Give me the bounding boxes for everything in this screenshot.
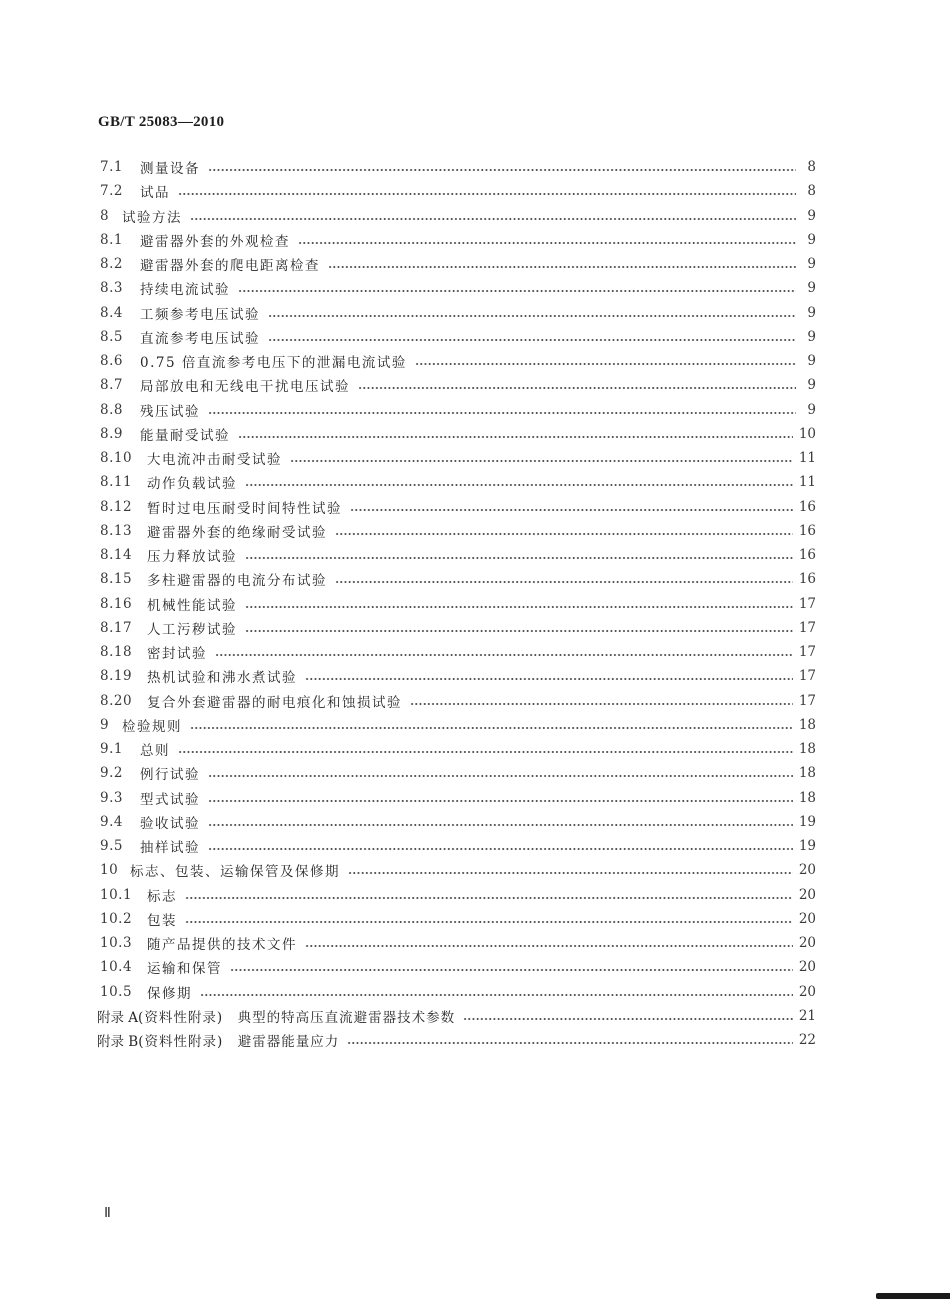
toc-entry-number: 8.7 — [100, 377, 123, 394]
toc-entry — [100, 617, 816, 639]
toc-entry-title: 包装 — [147, 912, 177, 929]
toc-entry-page: 16 — [798, 498, 816, 515]
standard-number: GB/T 25083—2010 — [98, 114, 225, 130]
toc-entry — [100, 568, 816, 590]
toc-entry-page: 11 — [798, 474, 816, 491]
toc-entry-title: 随产品提供的技术文件 — [147, 937, 297, 953]
toc-entry-title: 例行试验 — [140, 767, 200, 784]
toc-dot-leader — [350, 509, 793, 511]
toc-entry — [100, 762, 816, 784]
toc-dot-leader — [268, 315, 796, 317]
toc-entry — [100, 253, 816, 275]
toc-dot-leader — [358, 387, 796, 389]
toc-dot-leader — [178, 193, 796, 195]
toc-entry-title: 大电流冲击耐受试验 — [147, 452, 282, 468]
toc-entry-number: 8.13 — [100, 522, 133, 539]
toc-dot-leader — [305, 945, 793, 947]
toc-entry-number: 8.14 — [100, 547, 133, 563]
toc-entry-page: 10 — [798, 425, 816, 442]
toc-dot-leader — [268, 339, 796, 341]
toc-entry-page: 20 — [798, 935, 816, 951]
toc-entry — [100, 399, 816, 421]
toc-entry-number: 8.6 — [100, 353, 123, 369]
toc-entry-number: 10.1 — [100, 886, 133, 903]
toc-entry — [100, 326, 816, 348]
toc-entry-page: 9 — [807, 377, 816, 394]
toc-dot-leader — [290, 460, 793, 462]
toc-entry — [100, 787, 816, 809]
toc-entry — [100, 714, 816, 736]
toc-dot-leader — [347, 1042, 793, 1044]
toc-entry-title: 标志、包装、运输保管及保修期 — [130, 864, 340, 881]
toc-entry-number: 8.19 — [100, 668, 133, 685]
toc-entry-number: 8.12 — [100, 498, 133, 515]
toc-dot-leader — [208, 775, 793, 777]
toc-entry-page: 18 — [798, 716, 816, 733]
toc-entry-number: 9.5 — [100, 838, 123, 854]
toc-entry-title: 人工污秽试验 — [147, 621, 237, 638]
toc-entry-number: 10 — [100, 862, 119, 879]
toc-dot-leader — [238, 436, 793, 438]
toc-entry-title: 动作负载试验 — [147, 476, 237, 493]
toc-entry — [100, 811, 816, 833]
toc-entry-page: 17 — [798, 668, 816, 685]
toc-entry — [100, 981, 816, 1003]
toc-entry-page: 20 — [798, 862, 816, 879]
toc-entry-page: 18 — [798, 789, 816, 806]
toc-dot-leader — [230, 969, 793, 971]
toc-entry — [100, 447, 816, 469]
toc-entry-number: 附录 B — [97, 1034, 139, 1050]
toc-entry-title: 抽样试验 — [140, 840, 200, 856]
toc-entry-number: 8.11 — [100, 474, 133, 491]
toc-entry-number: 8.10 — [100, 450, 133, 466]
toc-entry-title: 直流参考电压试验 — [140, 330, 260, 347]
toc-dot-leader — [335, 533, 793, 535]
toc-dot-leader — [305, 678, 793, 680]
toc-entry-title: 工频参考电压试验 — [140, 306, 260, 323]
toc-entry-title: 压力释放试验 — [147, 549, 237, 565]
toc-entry-page: 9 — [807, 328, 816, 345]
toc-entry-title: 避雷器外套的外观检查 — [140, 233, 290, 250]
toc-entry-number: 7.1 — [100, 159, 123, 175]
toc-entry — [97, 1005, 816, 1027]
toc-entry — [100, 156, 816, 178]
toc-entry-number: 8.18 — [100, 644, 133, 660]
toc-entry-page: 9 — [807, 207, 816, 224]
toc-entry-title: (资料性附录) 避雷器能量应力 — [138, 1034, 340, 1050]
toc-entry-title: 多柱避雷器的电流分布试验 — [147, 573, 327, 590]
toc-entry-title: 避雷器外套的绝缘耐受试验 — [147, 524, 327, 541]
toc-dot-leader — [190, 218, 796, 220]
toc-entry-page: 17 — [798, 644, 816, 660]
toc-entry — [100, 956, 816, 978]
toc-entry-page: 21 — [798, 1007, 816, 1024]
toc-entry — [100, 593, 816, 615]
toc-entry-page: 9 — [807, 256, 816, 272]
toc-entry-number: 8.9 — [100, 425, 123, 442]
toc-entry — [100, 908, 816, 930]
page-number: Ⅱ — [104, 1206, 111, 1221]
toc-entry-number: 8.3 — [100, 280, 123, 297]
toc-dot-leader — [200, 994, 793, 996]
toc-entry-page: 17 — [798, 692, 816, 709]
toc-dot-leader — [178, 751, 793, 753]
toc-dot-leader — [185, 897, 793, 899]
toc-dot-leader — [245, 557, 793, 559]
toc-entry-title: 验收试验 — [140, 815, 200, 832]
toc-dot-leader — [208, 412, 796, 414]
toc-dot-leader — [415, 363, 796, 365]
toc-entry — [100, 859, 816, 881]
toc-entry-title: 局部放电和无线电干扰电压试验 — [140, 379, 350, 396]
toc-entry-title: 保修期 — [147, 985, 192, 1002]
toc-entry-number: 8.20 — [100, 692, 133, 709]
toc-entry-page: 11 — [798, 450, 816, 466]
toc-entry — [100, 374, 816, 396]
toc-dot-leader — [185, 921, 793, 923]
toc-entry — [100, 641, 816, 663]
toc-entry-page: 9 — [807, 401, 816, 418]
toc-entry — [100, 350, 816, 372]
toc-entry — [100, 665, 816, 687]
toc-entry-title: 试品 — [140, 185, 170, 202]
toc-entry-title: 型式试验 — [140, 791, 200, 808]
toc-entry-title: 标志 — [147, 888, 177, 905]
toc-entry — [100, 884, 816, 906]
toc-entry — [100, 277, 816, 299]
toc-entry-page: 9 — [807, 231, 816, 248]
toc-entry-page: 8 — [807, 183, 816, 200]
toc-entry-title: 总则 — [140, 743, 170, 759]
toc-entry — [100, 180, 816, 202]
toc-entry-number: 8.15 — [100, 571, 133, 588]
toc-dot-leader — [245, 484, 793, 486]
toc-entry-title: 复合外套避雷器的耐电痕化和蚀损试验 — [147, 694, 402, 711]
toc-dot-leader — [215, 654, 793, 656]
toc-entry — [100, 471, 816, 493]
toc-entry — [97, 1029, 816, 1051]
toc-entry-page: 17 — [798, 595, 816, 612]
toc-entry-title: 避雷器外套的爬电距离检查 — [140, 258, 320, 274]
toc-entry — [100, 496, 816, 518]
toc-entry — [100, 229, 816, 251]
toc-dot-leader — [410, 703, 793, 705]
toc-entry-number: 8.17 — [100, 619, 133, 636]
toc-dot-leader — [208, 824, 793, 826]
toc-entry-title: 暂时过电压耐受时间特性试验 — [147, 500, 342, 517]
toc-entry-number: 7.2 — [100, 183, 123, 200]
toc-dot-leader — [348, 872, 793, 874]
toc-entry-number: 8.2 — [100, 256, 123, 272]
toc-entry — [100, 932, 816, 954]
toc-entry-number: 附录 A — [97, 1009, 139, 1026]
toc-entry — [100, 205, 816, 227]
toc-dot-leader — [245, 630, 793, 632]
toc-entry-page: 18 — [798, 765, 816, 782]
toc-entry-page: 8 — [807, 159, 816, 175]
toc-dot-leader — [328, 266, 796, 268]
toc-dot-leader — [463, 1018, 793, 1020]
toc-entry-number: 8 — [100, 207, 110, 224]
toc-entry-page: 9 — [807, 304, 816, 321]
toc-dot-leader — [208, 800, 793, 802]
toc-entry-title: 0.75 倍直流参考电压下的泄漏电流试验 — [140, 355, 407, 371]
toc-entry — [100, 520, 816, 542]
toc-entry-number: 10.4 — [100, 959, 133, 976]
toc-dot-leader — [298, 242, 796, 244]
scan-edge-mark — [876, 1293, 950, 1299]
toc-entry-number: 8.4 — [100, 304, 123, 321]
toc-entry-number: 9 — [100, 716, 110, 733]
toc-entry-title: 测量设备 — [140, 161, 200, 177]
toc-entry-number: 9.1 — [100, 741, 123, 757]
toc-entry — [100, 835, 816, 857]
toc-entry-number: 8.1 — [100, 231, 123, 248]
toc-entry — [100, 544, 816, 566]
toc-entry-number: 10.5 — [100, 983, 133, 1000]
toc-entry-title: 检验规则 — [122, 718, 182, 735]
toc-entry-page: 16 — [798, 547, 816, 563]
toc-entry-page: 20 — [798, 983, 816, 1000]
toc-entry-title: 机械性能试验 — [147, 597, 237, 614]
toc-entry — [100, 302, 816, 324]
toc-entry-title: 持续电流试验 — [140, 282, 230, 299]
toc-entry-title: (资料性附录) 典型的特高压直流避雷器技术参数 — [138, 1009, 456, 1026]
toc-entry-number: 8.16 — [100, 595, 133, 612]
toc-entry-title: 热机试验和沸水煮试验 — [147, 670, 297, 687]
toc-entry — [100, 738, 816, 760]
toc-entry-page: 20 — [798, 910, 816, 927]
toc-entry-number: 8.8 — [100, 401, 123, 418]
toc-dot-leader — [190, 727, 793, 729]
toc-entry-number: 10.3 — [100, 935, 133, 951]
toc-entry-page: 18 — [798, 741, 816, 757]
toc-dot-leader — [208, 169, 796, 171]
toc-entry-page: 16 — [798, 571, 816, 588]
toc-dot-leader — [208, 848, 793, 850]
toc-entry-page: 17 — [798, 619, 816, 636]
toc-entry-number: 10.2 — [100, 910, 133, 927]
toc-entry-title: 残压试验 — [140, 403, 200, 420]
toc-dot-leader — [238, 290, 796, 292]
toc-entry-title: 密封试验 — [147, 646, 207, 662]
toc-entry-page: 22 — [798, 1032, 816, 1048]
toc-entry-number: 9.3 — [100, 789, 123, 806]
toc-entry-page: 19 — [798, 838, 816, 854]
toc-entry-page: 20 — [798, 886, 816, 903]
toc-entry-title: 运输和保管 — [147, 961, 222, 978]
toc-entry-number: 8.5 — [100, 328, 123, 345]
toc-entry-title: 试验方法 — [122, 209, 182, 226]
toc-dot-leader — [335, 581, 793, 583]
toc-entry-page: 16 — [798, 522, 816, 539]
toc-entry-page: 19 — [798, 813, 816, 830]
toc-dot-leader — [245, 606, 793, 608]
toc-entry-page: 9 — [807, 280, 816, 297]
toc-entry-page: 9 — [807, 353, 816, 369]
toc-entry-title: 能量耐受试验 — [140, 427, 230, 444]
toc-entry-page: 20 — [798, 959, 816, 976]
toc-entry-number: 9.4 — [100, 813, 123, 830]
toc-entry — [100, 690, 816, 712]
toc-entry — [100, 423, 816, 445]
toc-entry-number: 9.2 — [100, 765, 123, 782]
